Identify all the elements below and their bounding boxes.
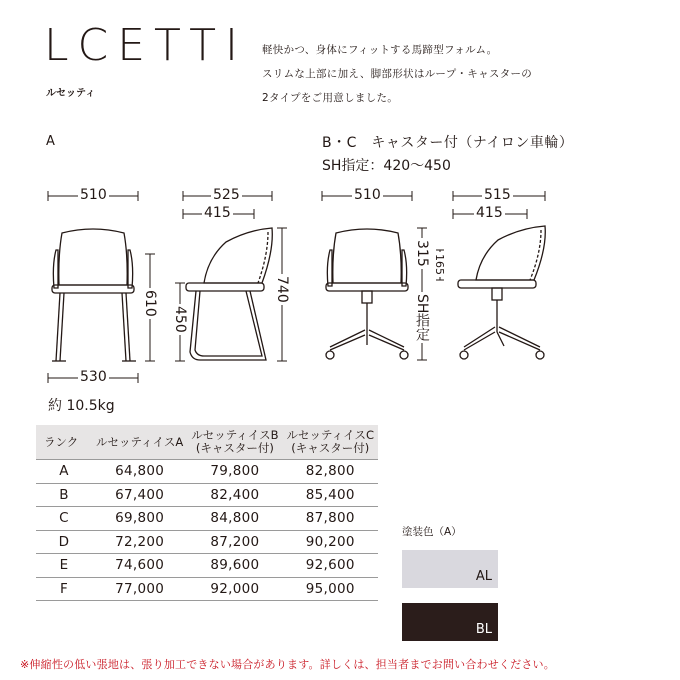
table-row <box>36 507 378 531</box>
chair-a-front <box>52 229 136 361</box>
swatch-al <box>402 550 498 588</box>
dim-a-depth-seat: 415 <box>204 205 231 221</box>
sh-spec-label: SH指定：420～450 <box>322 158 451 174</box>
model-bc-label: B・C キャスター付（ナイロン車輪） <box>322 135 574 151</box>
rank-cell: F <box>36 577 92 601</box>
header-chair-b-text: ルセッティイスB (キャスター付) <box>191 428 279 455</box>
chair-bc-side <box>458 226 545 359</box>
description-line: 軽快かつ、身体にフィットする馬蹄型フォルム。 <box>262 44 498 56</box>
price-cell: 74,600 <box>92 554 187 578</box>
dim-a-depth: 525 <box>213 187 240 203</box>
dim-bc-depth-seat: 415 <box>476 205 503 221</box>
price-cell: 67,400 <box>92 483 187 507</box>
price-cell: 92,000 <box>187 577 282 601</box>
rank-cell: C <box>36 507 92 531</box>
price-cell: 64,800 <box>92 460 187 484</box>
dim-a-seat-height: 450 <box>172 306 188 333</box>
table-header-row <box>36 425 378 460</box>
price-table <box>36 425 378 601</box>
swatch-bl-label: BL <box>475 622 492 637</box>
swatch-bl <box>402 603 498 641</box>
dimension-lines <box>48 191 545 383</box>
rank-cell: A <box>36 460 92 484</box>
product-title: LCETTI <box>44 20 247 71</box>
chair-bc-front <box>326 229 408 359</box>
dim-bc-back-height: 315 <box>414 240 430 267</box>
chair-a-side <box>186 228 272 360</box>
swatch-al-label: AL <box>475 569 492 584</box>
header-chair-c-text: ルセッティイスC (キャスター付) <box>286 428 375 455</box>
dim-a-total-height: 740 <box>274 276 290 303</box>
price-cell: 89,600 <box>187 554 282 578</box>
header-rank: ランク <box>36 425 92 460</box>
dim-bc-sh-vertical: SH指定 <box>414 294 430 342</box>
rank-cell: D <box>36 530 92 554</box>
price-cell: 79,800 <box>187 460 282 484</box>
dim-a-width-bottom: 530 <box>80 369 107 385</box>
price-cell: 90,200 <box>283 530 378 554</box>
weight: 約 10.5kg <box>48 398 115 414</box>
price-cell: 77,000 <box>92 577 187 601</box>
price-cell: 82,400 <box>187 483 282 507</box>
price-cell: 84,800 <box>187 507 282 531</box>
table-row <box>36 483 378 507</box>
dim-bc-width-top: 510 <box>354 187 381 203</box>
price-cell: 85,400 <box>283 483 378 507</box>
description-line: スリムな上部に加え、脚部形状はループ・キャスターの <box>262 68 533 80</box>
table-row <box>36 530 378 554</box>
dim-bc-depth: 515 <box>484 187 511 203</box>
price-cell: 95,000 <box>283 577 378 601</box>
header-chair-b <box>187 425 282 460</box>
price-cell: 87,200 <box>187 530 282 554</box>
price-cell: 69,800 <box>92 507 187 531</box>
dim-a-arm-height: 610 <box>142 290 158 317</box>
description-line: 2タイプをご用意しました。 <box>262 92 399 104</box>
dim-a-width-top: 510 <box>80 187 107 203</box>
price-cell: 82,800 <box>283 460 378 484</box>
header-chair-a: ルセッティイスA <box>92 425 187 460</box>
dim-bc-arm-offset: 165 <box>433 254 446 275</box>
product-subtitle: ルセッティ <box>46 88 96 99</box>
model-a-label: A <box>46 134 55 149</box>
table-row <box>36 460 378 484</box>
price-cell: 87,800 <box>283 507 378 531</box>
footnote: ※伸縮性の低い張地は、張り加工できない場合があります。詳しくは、担当者までお問い合わせください。 <box>20 658 555 671</box>
paint-color-title: 塗装色（A） <box>402 526 462 538</box>
rank-cell: B <box>36 483 92 507</box>
header-chair-c <box>283 425 378 460</box>
price-cell: 72,200 <box>92 530 187 554</box>
price-cell: 92,600 <box>283 554 378 578</box>
table-row <box>36 554 378 578</box>
rank-cell: E <box>36 554 92 578</box>
table-row <box>36 577 378 601</box>
